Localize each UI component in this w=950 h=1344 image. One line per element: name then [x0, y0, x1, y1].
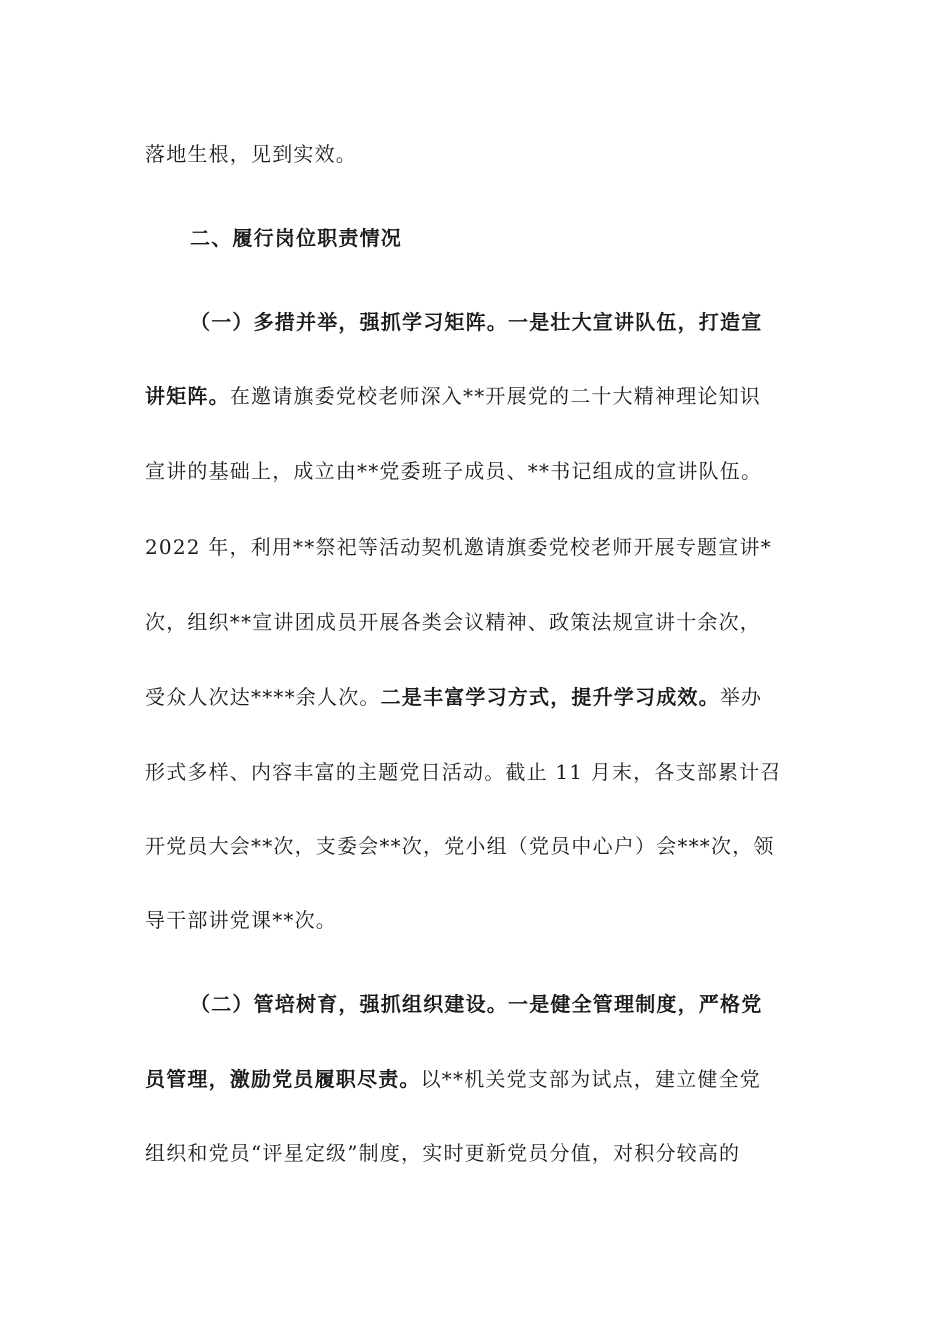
section-heading — [190, 224, 402, 252]
text-segment: 举办 — [719, 685, 763, 709]
text-segment: 组织和党员“评星定级”制度，实时更新党员分值，对积分较高的 — [145, 1141, 741, 1165]
text-segment: 受众人次达****余人次。 — [145, 685, 381, 709]
paragraph-line — [145, 457, 762, 485]
text-segment: 导干部讲党课**次。 — [145, 908, 337, 932]
paragraph-line — [145, 608, 761, 636]
subsection-heading — [190, 308, 762, 336]
paragraph-line — [145, 906, 337, 934]
text-segment: 次，组织**宣讲团成员开展各类会议精神、政策法规宣讲十余次， — [145, 610, 761, 634]
text-segment: 落地生根，见到实效。 — [145, 142, 357, 166]
subsection-heading — [190, 990, 762, 1018]
text-segment-bold: 员管理，激励党员履职尽责。 — [145, 1067, 421, 1091]
paragraph-line — [145, 382, 761, 410]
paragraph-line — [145, 832, 775, 860]
paragraph-line — [145, 1065, 761, 1093]
paragraph-line — [145, 683, 762, 711]
paragraph-line — [145, 1139, 740, 1167]
text-segment-bold: 讲矩阵。 — [145, 384, 230, 408]
paragraph-line — [145, 140, 357, 168]
paragraph-line — [145, 758, 782, 786]
text-segment-bold: 二是丰富学习方式，提升学习成效。 — [380, 685, 720, 709]
text-segment: （二）管培树育，强抓组织建设。一是健全管理制度，严格党 — [190, 992, 763, 1016]
text-segment: 形式多样、内容丰富的主题党日活动。截止 11 月末，各支部累计召 — [145, 760, 782, 784]
text-segment: 以**机关党支部为试点，建立健全党 — [420, 1067, 762, 1091]
text-segment: 二、履行岗位职责情况 — [190, 226, 402, 250]
text-segment: 开党员大会**次，支委会**次，党小组（党员中心户）会***次，领 — [145, 834, 775, 858]
text-segment: 2022 年，利用**祭祀等活动契机邀请旗委党校老师开展专题宣讲* — [145, 535, 772, 559]
text-segment: 在邀请旗委党校老师深入**开展党的二十大精神理论知识 — [229, 384, 762, 408]
text-segment: （一）多措并举，强抓学习矩阵。一是壮大宣讲队伍，打造宣 — [190, 310, 763, 334]
paragraph-line — [145, 533, 772, 561]
text-segment: 宣讲的基础上，成立由**党委班子成员、**书记组成的宣讲队伍。 — [145, 459, 763, 483]
